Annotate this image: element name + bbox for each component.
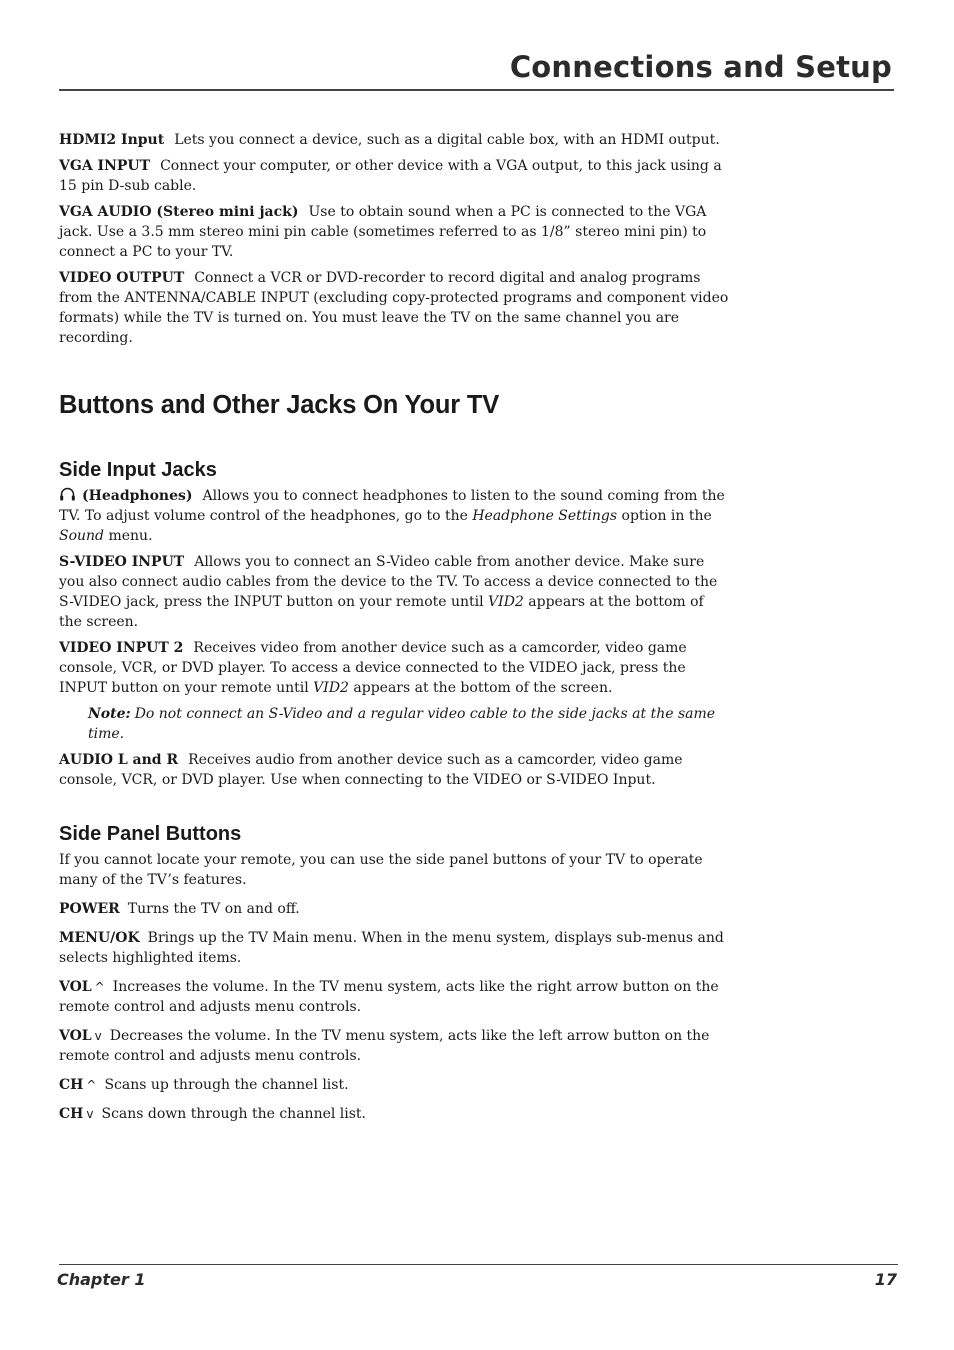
definition-ch-down (59, 1104, 729, 1124)
note-label: Note: (88, 706, 131, 722)
term-label: AUDIO L and R (59, 752, 179, 768)
chevron-down-icon: v (86, 1107, 94, 1121)
headphones-icon (59, 487, 76, 501)
definition-text: Scans down through the channel list. (101, 1106, 367, 1122)
definition-headphones (59, 486, 729, 546)
note-text: Do not connect an S-Video and a regular video cable to the side jacks at the same time. (88, 706, 716, 742)
definition-text: Brings up the TV Main menu. When in the menu system, displays sub-menus and selects highlighted items. (59, 930, 724, 966)
definition-power (59, 899, 729, 919)
subsection-title-side-input: Side Input Jacks (59, 459, 217, 481)
definition-text: Connect your computer, or other device with a VGA output, to this jack using a 15 pin D-sub cable. (59, 158, 722, 194)
page-header-title: Connections and Setup (509, 50, 892, 84)
term-label: POWER (59, 901, 120, 917)
emphasis-text: VID2 (313, 680, 349, 696)
emphasis-text: Headphone Settings (472, 508, 618, 524)
definition-ch-up (59, 1075, 729, 1095)
term-text: CH (59, 1106, 84, 1122)
definition-vol-down (59, 1026, 729, 1066)
term-label: VGA INPUT (59, 158, 151, 174)
definition-text: Receives audio from another device such as a camcorder, video game console, VCR, or DVD player. Use when connecting to the VIDEO or S-VIDEO Input. (59, 752, 683, 788)
section-title: Buttons and Other Jacks On Your TV (59, 391, 499, 419)
definition-vol-up (59, 977, 729, 1017)
definition-text: Connect a VCR or DVD-recorder to record digital and analog programs from the ANTENNA/CABLE INPUT (excluding copy-protected programs and component video formats) while the TV is turned on. You must leave the TV on the same channel you are recording. (59, 270, 729, 346)
header-divider (59, 89, 894, 91)
term-label: VIDEO OUTPUT (59, 270, 185, 286)
footer-chapter: Chapter 1 (57, 1270, 146, 1289)
definition-menu-ok (59, 928, 729, 968)
term-label (59, 1077, 96, 1093)
chevron-down-icon: v (94, 1029, 102, 1043)
intro-text: If you cannot locate your remote, you can use the side panel buttons of your TV to operate many of the TV’s features. (59, 852, 703, 888)
term-text: CH (59, 1077, 84, 1093)
definition-video-output (59, 268, 729, 348)
page-body (59, 130, 729, 1133)
term-label (59, 1106, 93, 1122)
definition-text: Increases the volume. In the TV menu system, acts like the right arrow button on the remote control and adjusts menu controls. (59, 979, 719, 1015)
definition-svideo-input (59, 552, 729, 632)
subsection-title-side-panel: Side Panel Buttons (59, 823, 242, 845)
term-label: VGA AUDIO (Stereo mini jack) (59, 204, 299, 220)
button-list (59, 850, 729, 1124)
definition-text: appears at the bottom of the screen. (59, 594, 704, 630)
chevron-up-icon: ^ (86, 1078, 97, 1092)
chevron-up-icon: ^ (94, 980, 105, 994)
term-label: HDMI2 Input (59, 132, 165, 148)
term-text: VOL (59, 1028, 92, 1044)
term-label (59, 1028, 102, 1044)
footer-divider (59, 1264, 898, 1265)
definition-vga-audio (59, 202, 729, 262)
definition-text: option in the (621, 508, 712, 524)
page-number: 17 (874, 1270, 897, 1289)
definition-text: Lets you connect a device, such as a digital cable box, with an HDMI output. (174, 132, 720, 148)
definition-audio-l-r (59, 750, 729, 790)
definition-text: Receives video from another device such as a camcorder, video game console, VCR, or DVD player. To access a device connected to the VIDEO jack, press the INPUT button on your remote until (59, 640, 687, 696)
term-label: S-VIDEO INPUT (59, 554, 185, 570)
definition-video-input-2 (59, 638, 729, 698)
term-label: (Headphones) (82, 488, 193, 504)
emphasis-text: Sound (59, 528, 105, 544)
term-text: VOL (59, 979, 92, 995)
definition-text: menu. (108, 528, 153, 544)
term-label (59, 979, 105, 995)
definition-text: Use to obtain sound when a PC is connected to the VGA jack. Use a 3.5 mm stereo mini pin cable (sometimes referred to as 1/8” stereo mini pin) to connect a PC to your TV. (59, 204, 707, 260)
term-label: MENU/OK (59, 930, 140, 946)
note (88, 704, 729, 744)
definition-text: Decreases the volume. In the TV menu system, acts like the left arrow button on the remote control and adjusts menu controls. (59, 1028, 710, 1064)
definition-hdmi2 (59, 130, 729, 150)
definition-text: Turns the TV on and off. (127, 901, 300, 917)
definition-text: appears at the bottom of the screen. (353, 680, 613, 696)
definition-text: Allows you to connect an S-Video cable from another device. Make sure you also connect audio cables from the device to the TV. To access a device connected to the S-VIDEO jack, press the INPUT button on your remote until (59, 554, 718, 610)
term-label: VIDEO INPUT 2 (59, 640, 184, 656)
definition-text: Allows you to connect headphones to listen to the sound coming from the TV. To adjust volume control of the headphones, go to the (59, 488, 725, 524)
emphasis-text: VID2 (488, 594, 524, 610)
definition-vga-input (59, 156, 729, 196)
definition-text: Scans up through the channel list. (104, 1077, 349, 1093)
